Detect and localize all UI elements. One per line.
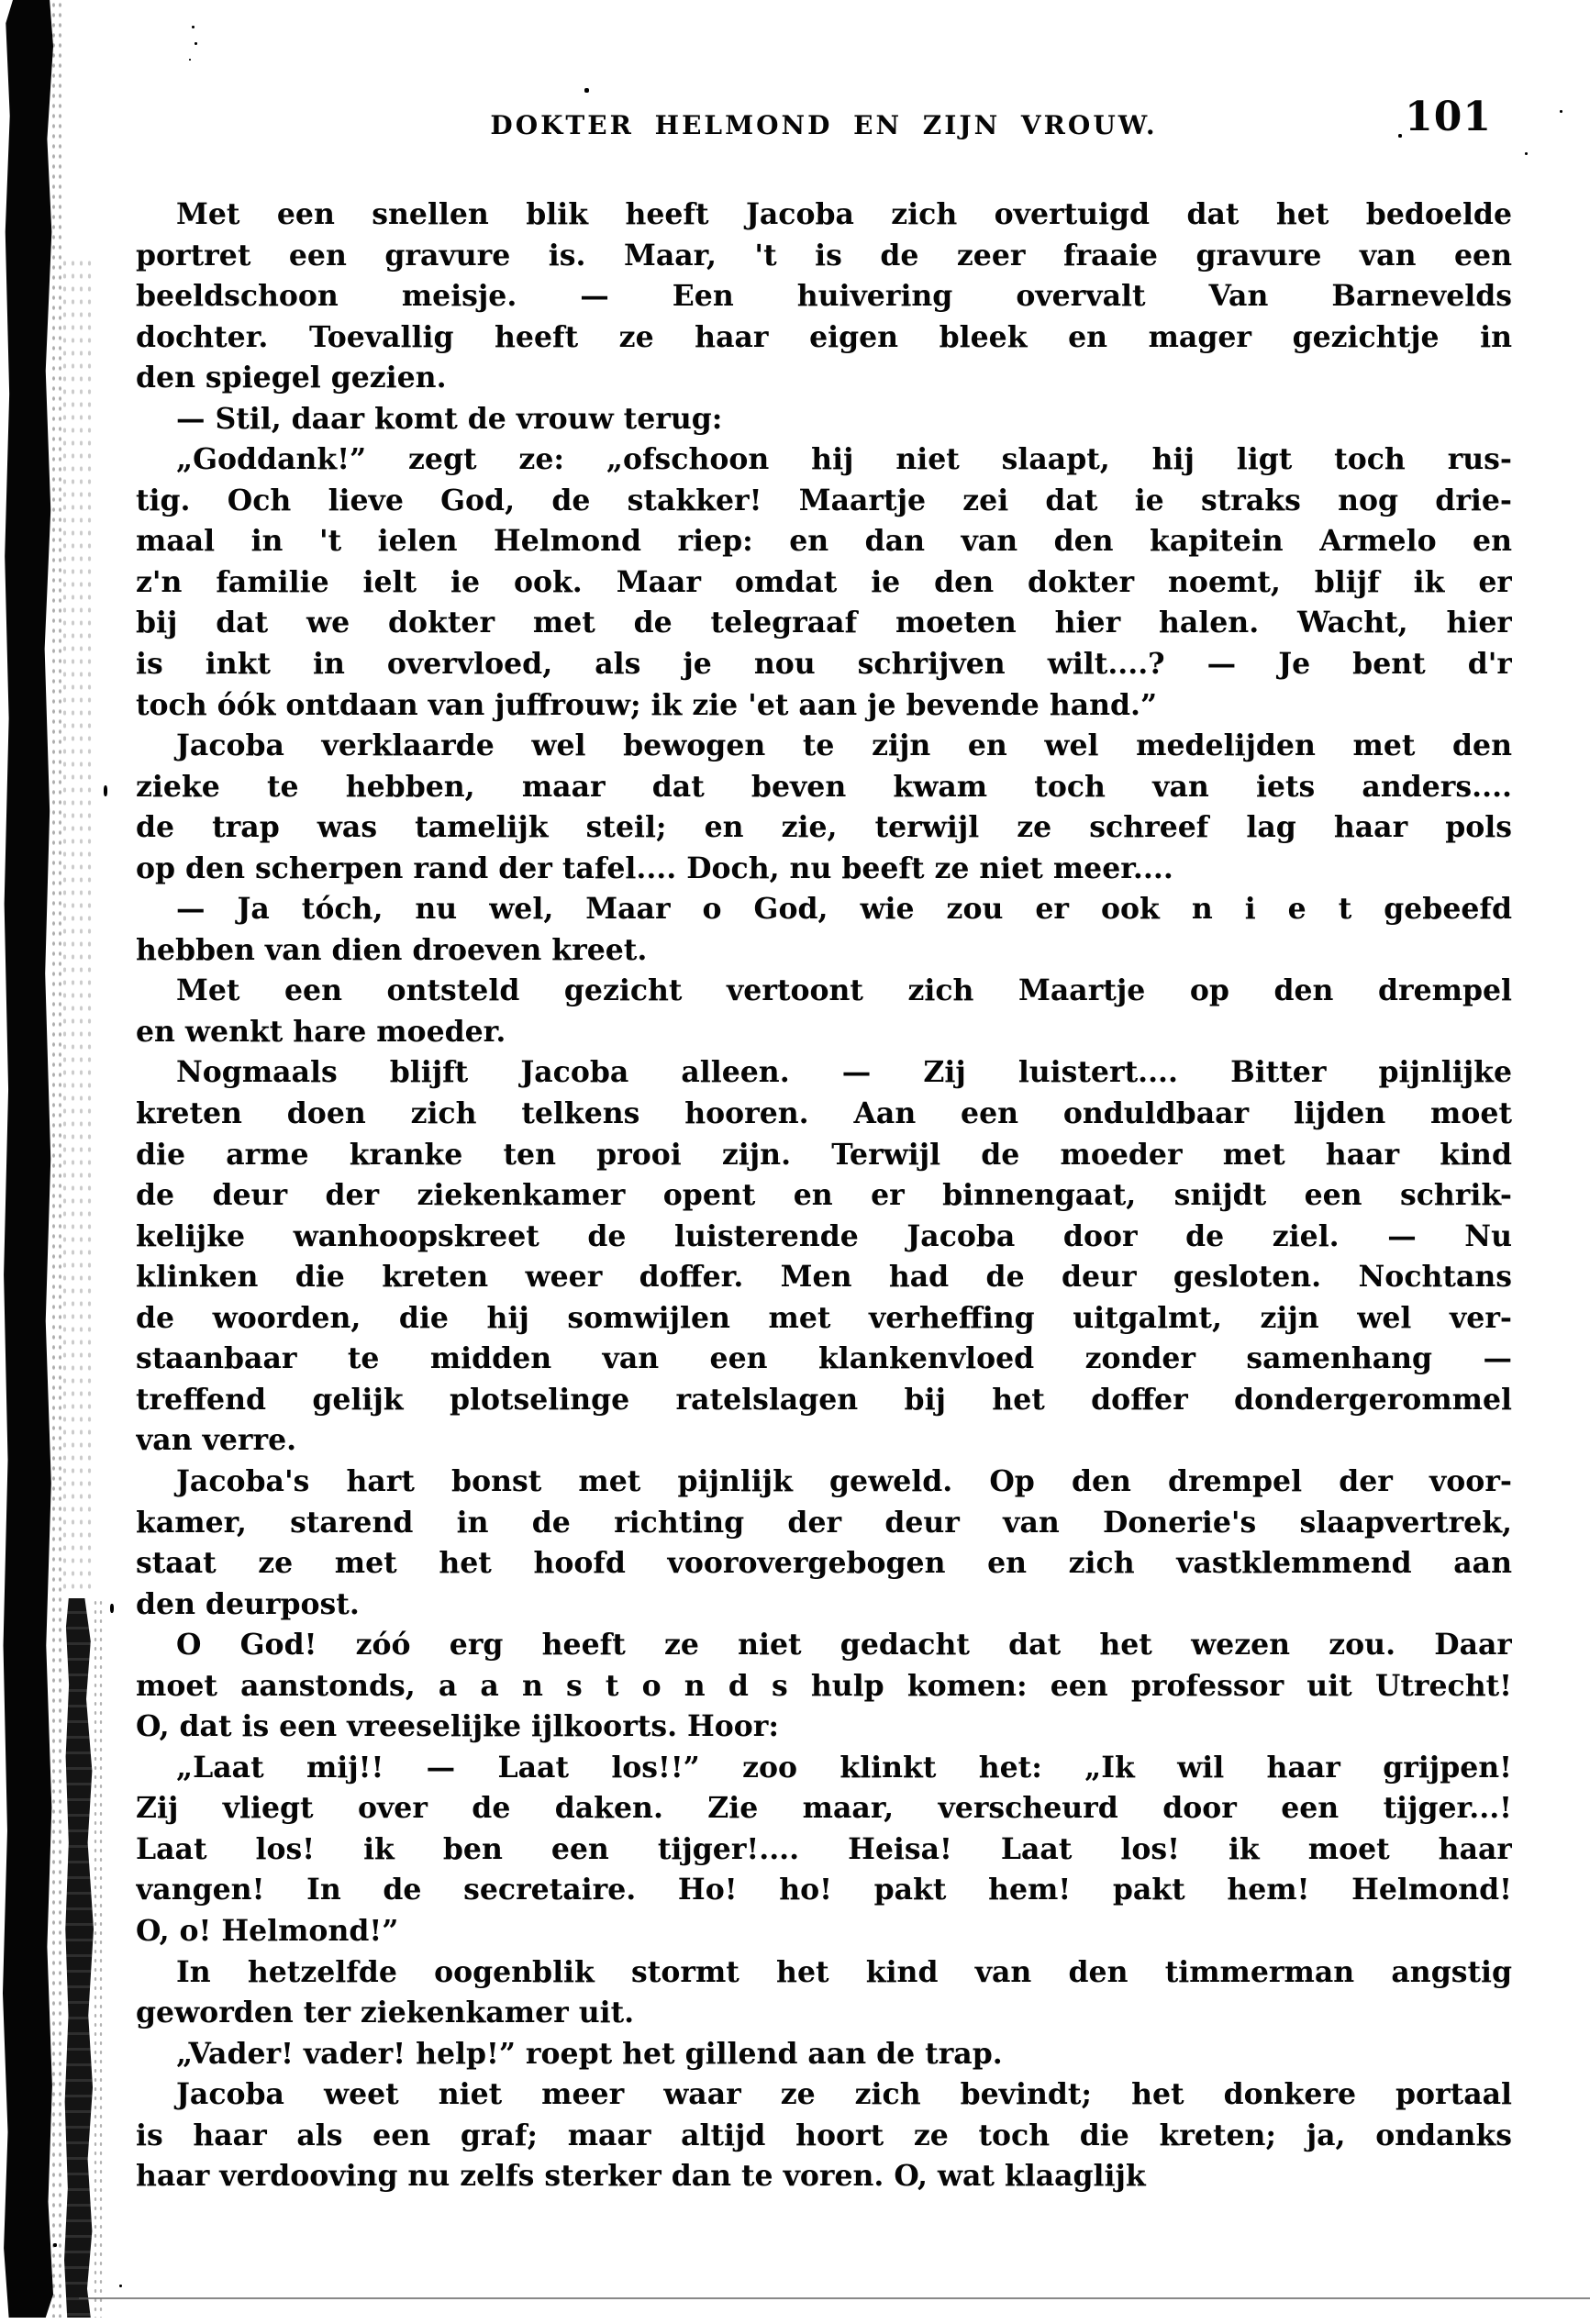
text-line: Zij vliegt over de daken. Zie maar, verscheurd door een tijger...! [136, 1791, 1512, 1826]
text-line: staanbaar te midden van een klankenvloed zonder samenhang — [136, 1341, 1512, 1376]
body-text [136, 195, 1512, 2197]
text-line: Laat los! ik ben een tijger!.... Heisa! Laat los! ik moet haar [136, 1831, 1512, 1866]
text-line: haar verdooving nu zelfs sterker dan te voren. O, wat klaaglijk [136, 2159, 1146, 2194]
scan-speckle [119, 2285, 122, 2287]
paragraph [136, 2034, 1512, 2075]
text-line: bij dat we dokter met de telegraaf moeten hier halen. Wacht, hier [136, 606, 1512, 640]
text-line: beeldschoon meisje. — Een huivering overvalt Van Barnevelds [136, 279, 1512, 314]
text-line: — Ja tóch, nu wel, Maar o God, wie zou er ook n i e t gebeefd [176, 892, 1512, 927]
text-line: klinken die kreten weer doffer. Men had de deur gesloten. Nochtans [136, 1260, 1512, 1295]
scan-speckle [53, 2243, 57, 2247]
scan-gutter-band-lower [64, 1598, 94, 2318]
text-line: treffend gelijk plotselinge ratelslagen bij het doffer dondergerommel [136, 1382, 1512, 1417]
text-line: Nogmaals blijft Jacoba alleen. — Zij luistert.... Bitter pijnlijke [176, 1055, 1512, 1090]
paragraph [136, 1625, 1512, 1748]
text-line: van verre. [136, 1423, 297, 1458]
text-line: dochter. Toevallig heeft ze haar eigen bleek en mager gezichtje in [136, 319, 1512, 354]
paragraph [136, 1462, 1512, 1625]
scan-speckle [1525, 152, 1528, 155]
scan-speckle [189, 59, 191, 61]
text-line: „Laat mij!! — Laat los!!” zoo klinkt het: „Ik wil haar grijpen! [176, 1750, 1512, 1785]
text-line: portret een gravure is. Maar, 't is de zeer fraaie gravure van een [136, 238, 1512, 272]
paragraph [136, 195, 1512, 399]
text-line: den deurpost. [136, 1586, 360, 1621]
text-line: O, dat is een vreeselijke ijlkoorts. Hoor: [136, 1709, 780, 1744]
text-line: geworden ter ziekenkamer uit. [136, 1996, 635, 2030]
text-line: O, o! Helmond!” [136, 1913, 399, 1948]
page-number: 101 [1405, 94, 1492, 140]
scan-speckle [110, 1604, 114, 1613]
text-line: In hetzelfde oogenblik stormt het kind van den timmerman angstig [176, 1954, 1512, 1989]
text-line: tig. Och lieve God, de stakker! Maartje zei dat ie straks nog drie- [136, 483, 1512, 517]
paragraph [136, 439, 1512, 726]
scan-bottom-edge-line [79, 2297, 1590, 2299]
text-line: en wenkt hare moeder. [136, 1014, 506, 1049]
scan-speckle [104, 785, 107, 796]
text-line: Met een snellen blik heeft Jacoba zich overtuigd dat het bedoelde [176, 197, 1512, 231]
scan-gutter-fringe-lower [93, 1598, 105, 2318]
text-line: is inkt in overvloed, als je nou schrijven wilt....? — Je bent d'r [136, 647, 1512, 682]
paragraph [136, 399, 1512, 440]
text-line: de trap was tamelijk steil; en zie, terwijl ze schreef lag haar pols [136, 810, 1512, 845]
text-line: de deur der ziekenkamer opent en er binnengaat, snijdt een schrik- [136, 1178, 1512, 1213]
paragraph [136, 1052, 1512, 1461]
text-line: staat ze met het hoofd voorovergebogen en zich vastklemmend aan [136, 1546, 1512, 1581]
text-line: die arme kranke ten prooi zijn. Terwijl de moeder met haar kind [136, 1137, 1512, 1172]
paragraph [136, 889, 1512, 971]
running-title: DOKTER HELMOND EN ZIJN VROUW. [490, 110, 1158, 140]
text-line: de woorden, die hij somwijlen met verheffing uitgalmt, zijn wel ver- [136, 1300, 1512, 1335]
text-line: „Goddank!” zegt ze: „ofschoon hij niet slaapt, hij ligt toch rus- [176, 442, 1512, 477]
text-line: hebben van dien droeven kreet. [136, 932, 648, 967]
text-line: moet aanstonds, a a n s t o n d s hulp komen: een professor uit Utrecht! [136, 1668, 1512, 1703]
scan-speckle [1560, 110, 1562, 113]
text-line: vangen! In de secretaire. Ho! ho! pakt hem! pakt hem! Helmond! [136, 1873, 1512, 1907]
scan-speckle [195, 42, 197, 45]
paragraph [136, 971, 1512, 1052]
text-line: den spiegel gezien. [136, 361, 447, 395]
paragraph [136, 2074, 1512, 2197]
text-line: op den scherpen rand der tafel.... Doch, nu beeft ze niet meer.... [136, 851, 1173, 885]
text-line: „Vader! vader! help!” roept het gillend aan de trap. [176, 2036, 1003, 2071]
text-line: toch óók ontdaan van juffrouw; ik zie 'et aan je bevende hand.” [136, 687, 1158, 722]
scan-speckle [192, 26, 195, 28]
text-line: — Stil, daar komt de vrouw terug: [176, 401, 723, 436]
text-line: kreten doen zich telkens hooren. Aan een onduldbaar lijden moet [136, 1096, 1512, 1131]
text-line: zieke te hebben, maar dat beven kwam toch van iets anders.... [136, 769, 1512, 804]
text-line: kamer, starend in de richting der deur van Donerie's slaapvertrek, [136, 1505, 1512, 1540]
paragraph [136, 726, 1512, 889]
text-line: Met een ontsteld gezicht vertoont zich Maartje op den drempel [176, 973, 1512, 1008]
text-line: Jacoba's hart bonst met pijnlijk geweld. Op den drempel der voor- [176, 1463, 1512, 1498]
text-line: Jacoba weet niet meer waar ze zich bevindt; het donkere portaal [176, 2077, 1512, 2112]
paragraph [136, 1748, 1512, 1952]
paragraph [136, 1952, 1512, 2034]
scan-speckle [584, 88, 589, 93]
text-line: kelijke wanhoopskreet de luisterende Jacoba door de ziel. — Nu [136, 1218, 1512, 1253]
text-line: z'n familie ielt ie ook. Maar omdat ie den dokter noemt, blijf ik er [136, 564, 1512, 599]
text-line: Jacoba verklaarde wel bewogen te zijn en wel medelijden met den [176, 728, 1512, 763]
text-line: O God! zóó erg heeft ze niet gedacht dat het wezen zou. Daar [176, 1628, 1512, 1662]
scan-speckle-strip [61, 257, 92, 1596]
text-line: is haar als een graf; maar altijd hoort ze toch die kreten; ja, ondanks [136, 2118, 1512, 2152]
text-line: maal in 't ielen Helmond riep: en dan van den kapitein Armelo en [136, 524, 1512, 559]
scan-gutter-band [3, 0, 53, 2318]
